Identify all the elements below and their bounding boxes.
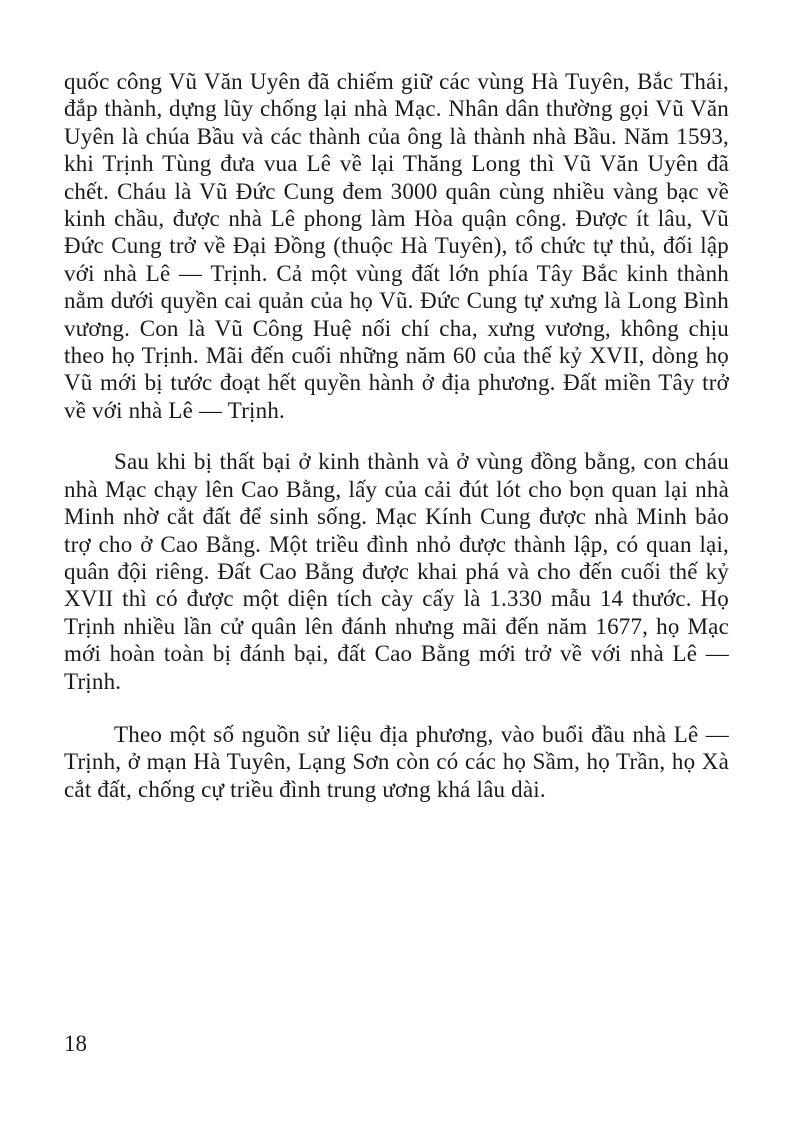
page-number: 18 (64, 1031, 87, 1056)
paragraph-1: quốc công Vũ Văn Uyên đã chiếm giữ các vùng Hà Tuyên, Bắc Thái, đắp thành, dựng lũy chống lại nhà Mạc. Nhân dân thường gọi Vũ Văn Uyên là chúa Bầu và các thành của ông là thành nhà Bầu. Năm 1593, khi Trịnh Tùng đưa vua Lê về lại Thăng Long thì Vũ Văn Uyên đã chết. Cháu là Vũ Đức Cung đem 3000 quân cùng nhiều vàng bạc về kinh chầu, được nhà Lê phong làm Hòa quận công. Được ít lâu, Vũ Đức Cung trở về Đại Đồng (thuộc Hà Tuyên), tổ chức tự thủ, đối lập với nhà Lê — Trịnh. Cả một vùng đất lớn phía Tây Bắc kinh thành nằm dưới quyền cai quản của họ Vũ. Đức Cung tự xưng là Long Bình vương. Con là Vũ Công Huệ nối chí cha, xưng vương, không chịu theo họ Trịnh. Mãi đến cuối những năm 60 của thế kỷ XVII, dòng họ Vũ mới bị tước đoạt hết quyền hành ở địa phương. Đất miền Tây trở về với nhà Lê — Trịnh. (64, 69, 729, 423)
page-body (64, 68, 729, 803)
paragraph-2: Sau khi bị thất bại ở kinh thành và ở vùng đồng bằng, con cháu nhà Mạc chạy lên Cao Bằng, lấy của cải đút lót cho bọn quan lại nhà Minh nhờ cắt đất để sinh sống. Mạc Kính Cung được nhà Minh bảo trợ cho ở Cao Bằng. Một triều đình nhỏ được thành lập, có quan lại, quân đội riêng. Đất Cao Bằng được khai phá và cho đến cuối thế kỷ XVII thì có được một diện tích cày cấy là 1.330 mẫu 14 thước. Họ Trịnh nhiều lần cử quân lên đánh nhưng mãi đến năm 1677, họ Mạc mới hoàn toàn bị đánh bại, đất Cao Bằng mới trở về với nhà Lê — Trịnh. (64, 449, 729, 694)
paragraph-3: Theo một số nguồn sử liệu địa phương, vào buổi đầu nhà Lê — Trịnh, ở mạn Hà Tuyên, Lạng Sơn còn có các họ Sầm, họ Trần, họ Xà cắt đất, chống cự triều đình trung ương khá lâu dài. (64, 721, 729, 802)
